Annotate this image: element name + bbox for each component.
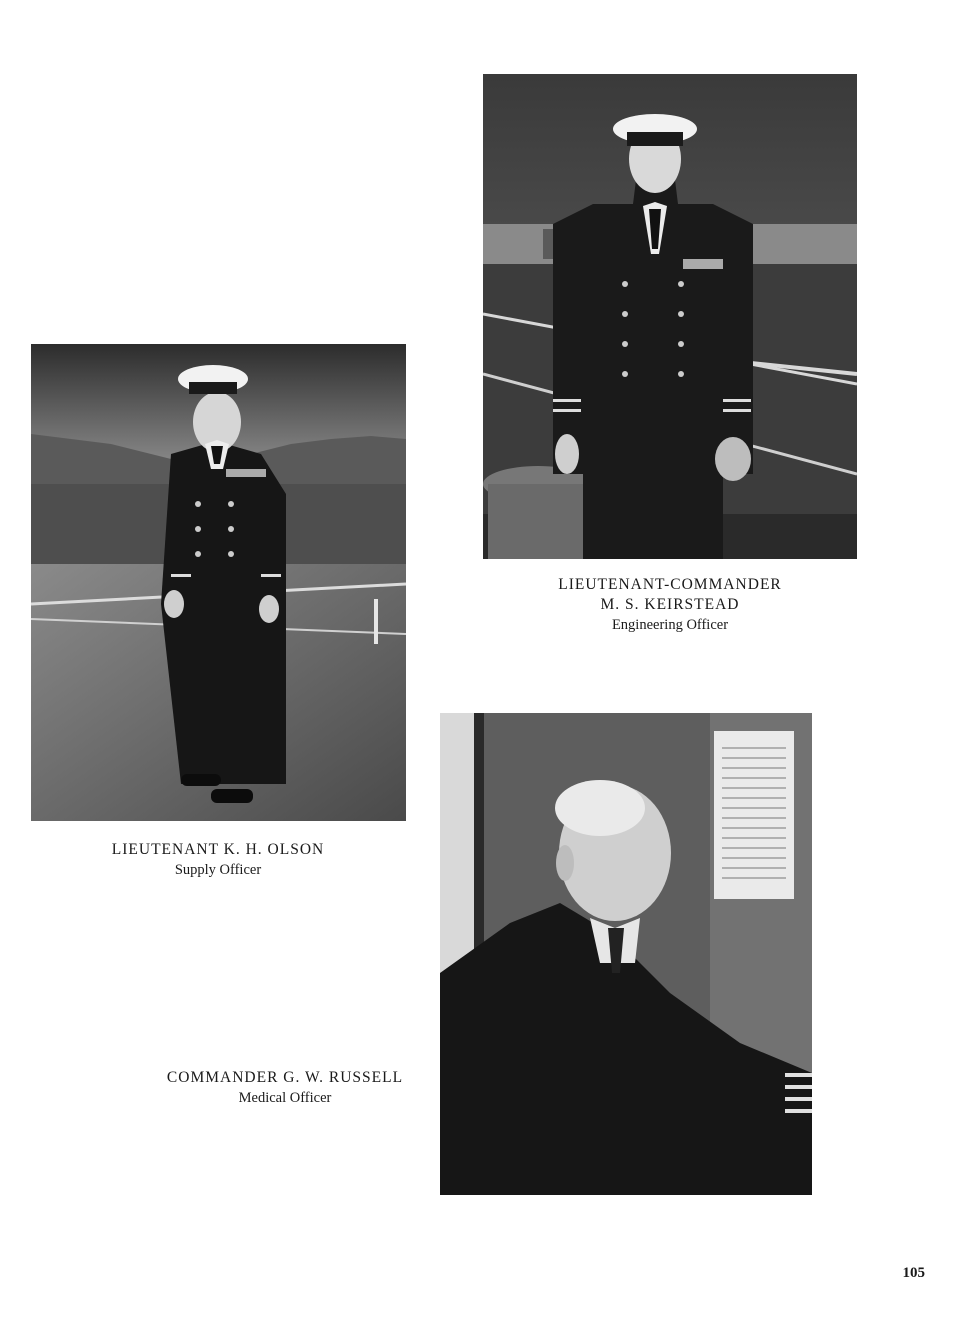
caption-keirstead (520, 575, 820, 635)
caption-olson (68, 840, 368, 880)
caption-russell (140, 1068, 430, 1108)
photo-olson (31, 344, 406, 821)
officer-role: Engineering Officer (611, 617, 729, 633)
photo-russell (440, 713, 812, 1195)
photo-keirstead (483, 74, 857, 559)
officer-role: Supply Officer (174, 862, 262, 878)
officer-name: M. S. KEIRSTEAD (600, 596, 740, 613)
page-number: 105 (902, 1265, 925, 1281)
rank-title: LIEUTENANT-COMMANDER (558, 576, 782, 593)
officer-name: LIEUTENANT K. H. OLSON (111, 841, 325, 858)
officer-role: Medical Officer (238, 1090, 332, 1106)
officer-name: COMMANDER G. W. RUSSELL (166, 1069, 404, 1086)
